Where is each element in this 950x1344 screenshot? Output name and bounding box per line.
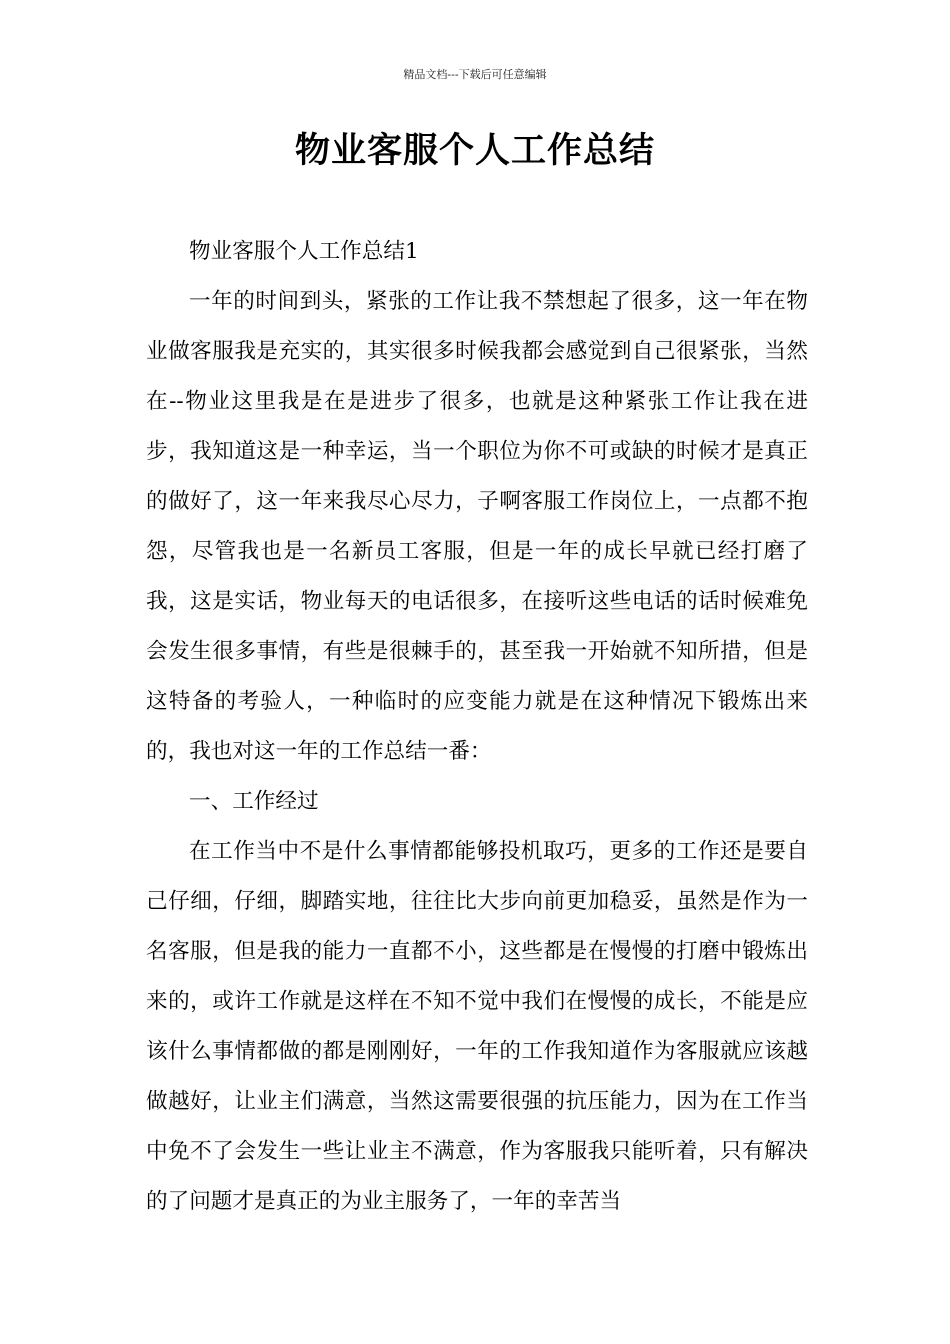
- document-body: [146, 227, 808, 1227]
- document-title: 物业客服个人工作总结: [294, 130, 655, 171]
- paragraph-work-process: 在工作当中不是什么事情都能够投机取巧，更多的工作还是要自己仔细，仔细，脚踏实地，往往比大步向前更加稳妥，虽然是作为一名客服，但是我的能力一直都不小，这些都是在慢慢的打磨中锻炼出来的，或许工作就是这样在不知不觉中我们在慢慢的成长，不能是应该什么事情都做的都是刚刚好，一年的工作我知道作为客服就应该越做越好，让业主们满意，当然这需要很强的抗压能力，因为在工作当中免不了会发生一些让业主不满意，作为客服我只能听着，只有解决的了问题才是真正的为业主服务了，一年的幸苦当: [146, 839, 808, 1214]
- header-note: 精品文档---下载后可任意编辑: [403, 68, 547, 81]
- section-heading-1: 物业客服个人工作总结1: [189, 239, 419, 264]
- paragraph-intro: 一年的时间到头，紧张的工作让我不禁想起了很多，这一年在物业做客服我是充实的，其实很多时候我都会感觉到自己很紧张，当然在--物业这里我是在是进步了很多，也就是这种紧张工作让我在进步，我知道这是一种幸运，当一个职位为你不可或缺的时候才是真正的做好了，这一年来我尽心尽力，子啊客服工作岗位上，一点都不抱怨，尽管我也是一名新员工客服，但是一年的成长早就已经打磨了我，这是实话，物业每天的电话很多，在接听这些电话的话时候难免会发生很多事情，有些是很棘手的，甚至我一开始就不知所措，但是这特备的考验人，一种临时的应变能力就是在这种情况下锻炼出来的，我也对这一年的工作总结一番：: [146, 289, 808, 764]
- section-heading-work-process: 一、工作经过: [189, 789, 319, 814]
